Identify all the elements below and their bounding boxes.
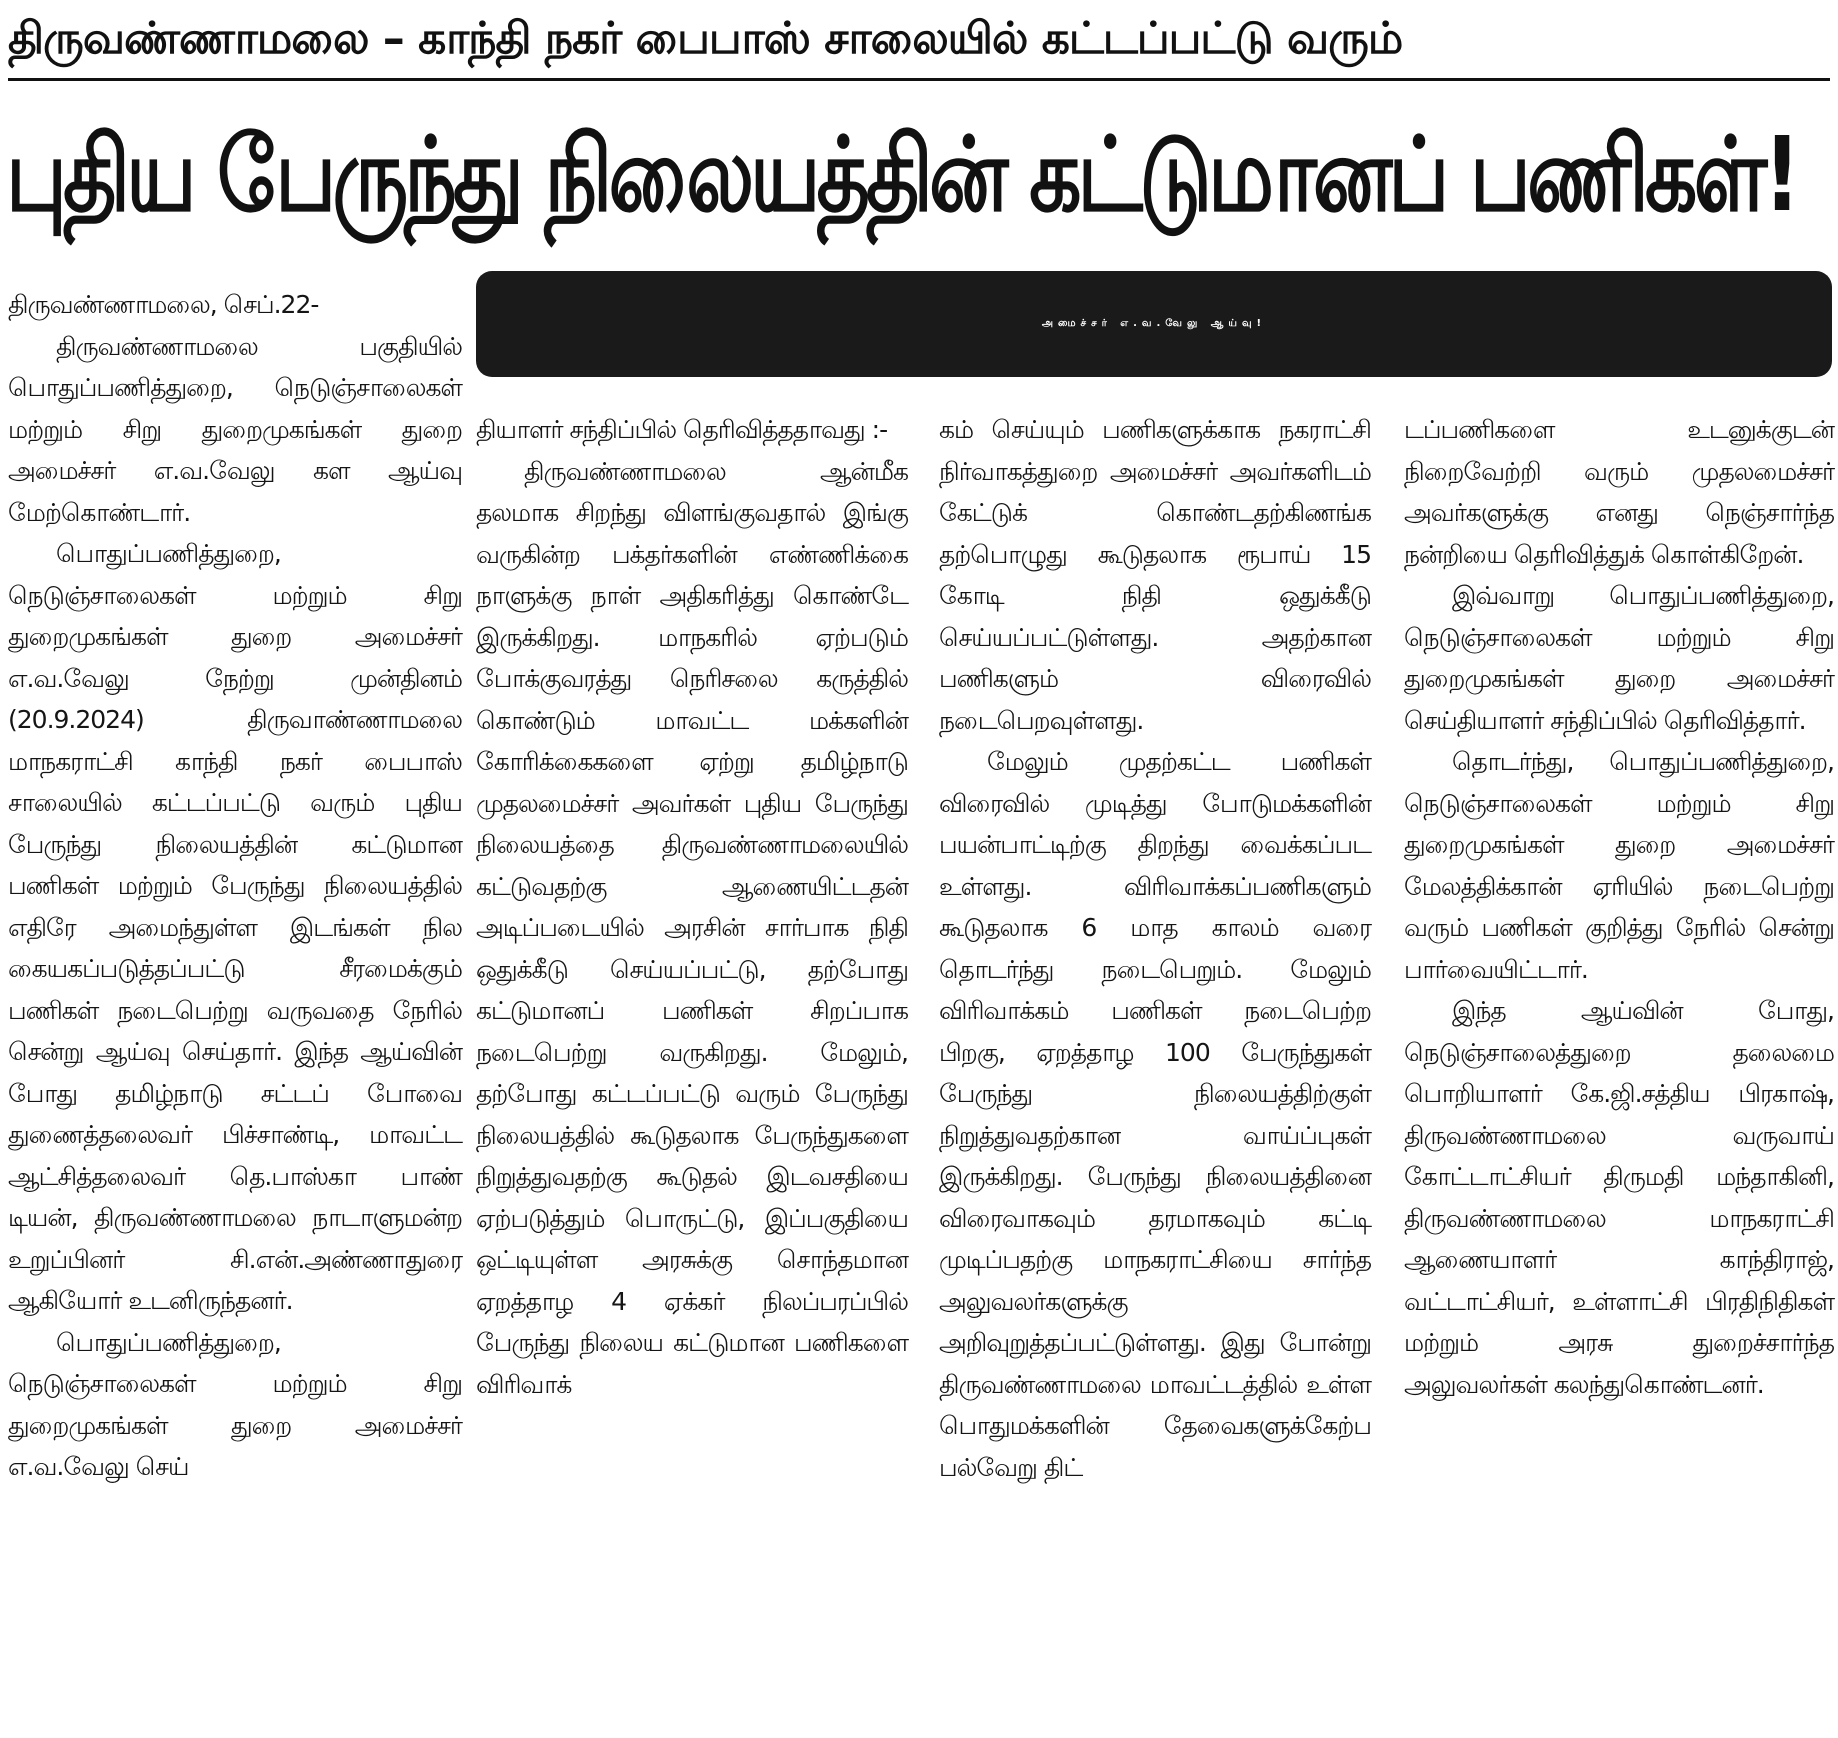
paragraph: கம் செய்யும் பணிகளுக்காக நகராட்சி நிர்வாகத்துறை அமைச்சர் அவர்களிடம் கேட்டுக் கொண்டதற்கிணங்க தற்பொழுது கூடுதலாக ரூபாய் 15 கோடி நிதி ஒதுக்கீடு செய்யப்பட்டுள்ளது. அதற்கான பணிகளும் விரைவில் நடைபெறவுள்ளது. bbox=[939, 415, 1371, 735]
paragraph: திருவண்ணாமலை ஆன்மீக தலமாக சிறந்து விளங்குவதால் இங்கு வருகின்ற பக்தர்களின் எண்ணிக்கை நாளுக்கு நாள் அதிகரித்து கொண்டே இருக்கிறது. மாநகரில் ஏற்படும் போக்குவரத்து நெரிசலை கருத்தில் கொண்டும் மாவட்ட மக்களின் கோரிக்கைகளை ஏற்று தமிழ்நாடு முதலமைச்சர் அவர்கள் புதிய பேருந்து நிலையத்தை திருவண்ணாமலையில் கட்டுவதற்கு ஆணையிட்டதன் அடிப்படையில் அரசின் சார்பாக நிதி ஒதுக்கீடு செய்யப்பட்டு, தற்போது கட்டுமானப் பணிகள் சிறப்பாக நடைபெற்று வருகிறது. மேலும், தற்போது கட்டப்பட்டு வரும் பேருந்து நிலையத்தில் கூடுதலாக பேருந்துகளை நிறுத்துவதற்கு கூடுதல் இடவசதியை ஏற்படுத்தும் பொருட்டு, இப்பகுதியை ஒட்டியுள்ள அரசுக்கு சொந்தமான ஏறத்தாழ 4 ஏக்கர் நிலப்பரப்பில் பேருந்து நிலைய கட்டுமான பணிகளை விரிவாக் bbox=[476, 456, 908, 1399]
article-column-3 bbox=[939, 409, 1371, 1488]
paragraph: இந்த ஆய்வின் போது, நெடுஞ்சாலைத்துறை தலைமை பொறியாளர் கே.ஜி.சத்திய பிரகாஷ், திருவண்ணாமலை வருவாய் கோட்டாட்சியர் திருமதி மந்தாகினி, திருவண்ணாமலை மாநகராட்சி ஆணையாளர் காந்திராஜ், வட்டாட்சியர், உள்ளாட்சி பிரதிநிதிகள் மற்றும் அரசு துறைச்சார்ந்த அலுவலர்கள் கலந்துகொண்டனர். bbox=[1404, 996, 1834, 1399]
paragraph: மேலும் முதற்கட்ட பணிகள் விரைவில் முடித்து போடுமக்களின் பயன்பாட்டிற்கு திறந்து வைக்கப்பட உள்ளது. விரிவாக்கப்பணிகளும் கூடுதலாக 6 மாத காலம் வரை தொடர்ந்து நடைபெறும். மேலும் விரிவாக்கம் பணிகள் நடைபெற்ற பிறகு, ஏறத்தாழ 100 பேருந்துகள் பேருந்து நிலையத்திற்குள் நிறுத்துவதற்கான வாய்ப்புகள் இருக்கிறது. பேருந்து நிலையத்தினை விரைவாகவும் தரமாகவும் கட்டி முடிப்பதற்கு மாநகராட்சியை சார்ந்த அலுவலர்களுக்கு அறிவுறுத்தப்பட்டுள்ளது. இது போன்று திருவண்ணாமலை மாவட்டத்தில் உள்ள பொதுமக்களின் தேவைகளுக்கேற்ப பல்வேறு திட் bbox=[939, 747, 1371, 1482]
subheadline-banner: அமைச்சர் எ.வ.வேலு ஆய்வு! bbox=[476, 271, 1832, 377]
main-headline: புதிய பேருந்து நிலையத்தின் கட்டுமானப் பணிகள்! bbox=[6, 116, 1797, 235]
paragraph: இவ்வாறு பொதுப்பணித்துறை, நெடுஞ்சாலைகள் மற்றும் சிறு துறைமுகங்கள் துறை அமைச்சர் செய்தியாளர் சந்திப்பில் தெரிவித்தார். bbox=[1404, 581, 1834, 735]
paragraph: திருவண்ணாமலை பகுதியில் பொதுப்பணித்துறை, நெடுஞ்சாலைகள் மற்றும் சிறு துறைமுகங்கள் துறை அமைச்சர் எ.வ.வேலு கள ஆய்வு மேற்கொண்டார். bbox=[8, 331, 462, 527]
paragraph: பொதுப்பணித்துறை, நெடுஞ்சாலைகள் மற்றும் சிறு துறைமுகங்கள் துறை அமைச்சர் எ.வ.வேலு நேற்று முன்தினம் (20.9.2024) திருவாண்ணாமலை மாநகராட்சி காந்தி நகர் பைபாஸ் சாலையில் கட்டப்பட்டு வரும் புதிய பேருந்து நிலையத்தின் கட்டுமான பணிகள் மற்றும் பேருந்து நிலையத்தில் எதிரே அமைந்துள்ள இடங்கள் நில கையகப்படுத்தப்பட்டு சீரமைக்கும் பணிகள் நடைபெற்று வருவதை நேரில் சென்று ஆய்வு செய்தார். இந்த ஆய்வின் போது தமிழ்நாடு சட்டப் போவை துணைத்தலைவர் பிச்சாண்டி, மாவட்ட ஆட்சித்தலைவர் தெ.பாஸ்கா பாண் டியன், திருவண்ணாமலை நாடாளுமன்ற உறுப்பினர் சி.என்.அண்ணாதுரை ஆகியோர் உடனிருந்தனர். bbox=[8, 539, 462, 1315]
dateline: திருவண்ணாமலை, செப்.22- bbox=[8, 290, 319, 319]
paragraph: தொடர்ந்து, பொதுப்பணித்துறை, நெடுஞ்சாலைகள் மற்றும் சிறு துறைமுகங்கள் துறை அமைச்சர் மேலத்திக்கான் ஏரியில் நடைபெற்று வரும் பணிகள் குறித்து நேரில் சென்று பார்வையிட்டார். bbox=[1404, 747, 1834, 984]
paragraph: பொதுப்பணித்துறை, நெடுஞ்சாலைகள் மற்றும் சிறு துறைமுகங்கள் துறை அமைச்சர் எ.வ.வேலு செய் bbox=[8, 1327, 462, 1481]
paragraph: தியாளர் சந்திப்பில் தெரிவித்ததாவது :- bbox=[476, 415, 888, 444]
paragraph: டப்பணிகளை உடனுக்குடன் நிறைவேற்றி வரும் முதலமைச்சர் அவர்களுக்கு எனது நெஞ்சார்ந்த நன்றியை தெரிவித்துக் கொள்கிறேன். bbox=[1404, 415, 1834, 569]
article-column-1 bbox=[8, 284, 462, 1488]
kicker-headline: திருவண்ணாமலை – காந்தி நகர் பைபாஸ் சாலையில் கட்டப்பட்டு வரும் bbox=[8, 13, 1403, 64]
article-column-2 bbox=[476, 409, 908, 1405]
article-column-4 bbox=[1404, 409, 1834, 1405]
